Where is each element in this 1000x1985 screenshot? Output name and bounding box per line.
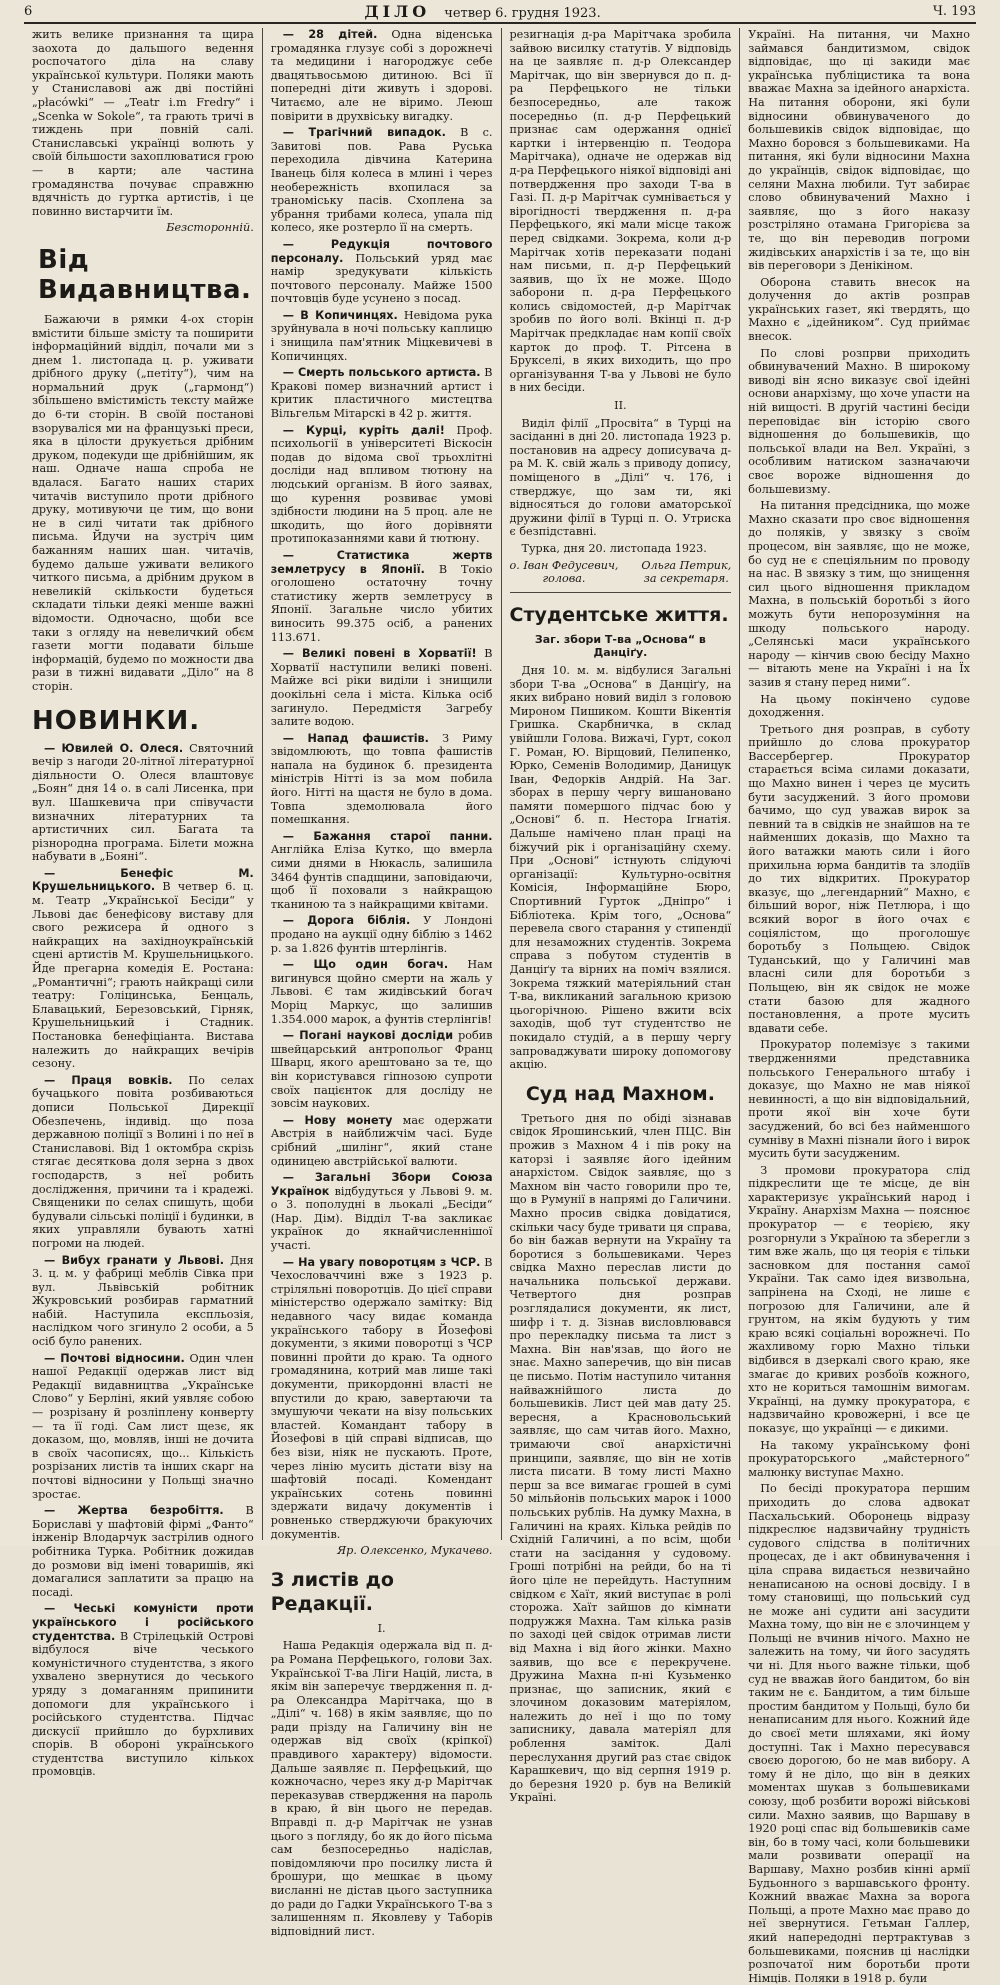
- header-center: [364, 2, 600, 21]
- publisher-notice-title: Від Видавництва.: [38, 244, 252, 305]
- news-item: [271, 1114, 493, 1168]
- news-item-body: Проф. психольогії в університеті Віскосін подав до відома свої трьохлітні досліди над впливом тютюну на людський організм. В його заявах, що курення розвиває умові здібности людини на 5 проц. але не шкодить, що його дорівняти протипоказаннями кави й тютюну.: [270, 423, 493, 546]
- news-item-body: В Токіо оголошено остаточну точну статистику жертв землетрусу в Японії. Загальне число убитих виносить 99.375 осіб, а ранених 113.671.: [270, 562, 493, 644]
- news-item-body: З Риму звідомлюють, що товпа фашистів напала на будинок б. президента міністрів Нітті із за мом побила його. Нітті на щастя не було в дома. Товпа здемолювала його помешкання.: [270, 731, 493, 827]
- news-item-body: Нам вигинувся щойно смерти на жаль у Львові. Є там жидівський богач Моріц Маркус, що залишив 1.354.000 марок, а фунтів стерлінгів!: [270, 958, 493, 1026]
- publisher-notice-text: Бажаючи в рямки 4-ох сторін вмістити більше змісту та поширити інформаційний відділ, почали ми з днем 1. листопада ц. р. уживати дрібного друку („петіту“), чим на нормальний друк („гармонд“) збільшено вмістимість тексту майже до 6-ти сторін. В своїй постанові взоруваліся ми на французькі преси, яка в цілости друкується дрібним друком, подекуди ще дрібнійшим, як наш. Одначе наша спроба не вдалася. Багато наших старих читачів виступило проти дрібного друку, мотивуючи це тим, що вони не в силі читати так дрібного письма. Йдучи на зустріч цим бажанням наших шан. читачів, будемо дальше уживати великого читкого письма, а дрібним друком в невеликій скількости будеться складати тільки деякі менше важні відомости. Одночасно, щоби все таки з огляду на невеличкий обєм газети могти подавати більше інформацій, будемо по можности два рази в тижні видавати „Діло“ на 8 сторін.: [32, 312, 254, 693]
- signatures: [510, 559, 732, 586]
- news-item-headline: — Погані наукові досліди: [282, 1029, 454, 1043]
- news-item-headline: — Бенефіс М. Крушельницького.: [32, 866, 254, 894]
- news-item-headline: — Великі повені в Хорватії!: [282, 647, 477, 661]
- news-item: [32, 742, 254, 864]
- trial-continuation-8: З промови прокуратора слід підкреслити ще те місце, де він характеризує український народ і Україну. Анархізм Махна — пояснює прокуратор — є теорією, яку розгорнули з Україною та зберегли з тим вже жаль, що ця теорія є тільки засновком для постання самої України. Так само ідея визвольна, запрінена на Сході, не лише є погрозою для Галичини, але й грунтом, на якім будують у тим краю всякі соціальні ворожнечі. По жахливому горю Махно тільки відбився в дзеркалі свого краю, яке змагає до кривих розбоїв кожного, хто не кориться тамошнім вимогам. Українці, на думку прокуратора, є надзвичайно кровожерні, і все це показує, що українці — є дикими.: [748, 1163, 970, 1435]
- makhno-trial-title: Суд над Махном.: [525, 1082, 715, 1105]
- news-item-headline: — Жертва безробіття.: [44, 1504, 224, 1518]
- news-item-body: Святочний вечір з нагоди 20-літної літературної діяльности О. Олеся влаштовує „Боян“ дня 14 о. в салі Лисенка, при вул. Шашкевича при співучасти визначних літературних та артистичних сил. Багата та різнородна програма. Білети можна набувати в „Бояні“.: [32, 741, 254, 864]
- trial-continuation-1: Україні. На питання, чи Махно займався бандитизмом, свідок відповідає, що ці закиди має українська публіцистика та вона вважає Махна за ідейного анархіста. На питання оборони, які були відносини обвинуваченого до большевиків свідок відповідає, що Махно боровся з большевиками. На питання, які були відносини Махна до українців, свідок відповідає, що селяни Махна любили. Тут забирає слово обвинувачений Махно і заявляє, що з його наказу розстріляно отамана Григорієва за те, що він переводив погроми жидівських анархістів і за те, що він вів переговори з Денікіном.: [748, 28, 970, 273]
- news-item: [32, 1602, 254, 1779]
- news-item: [271, 1029, 493, 1111]
- letters-text: Наша Редакція одержала від п. д-ра Романа Перфецького, голови Зах. Української Т-ва Ліги Націй, листа, в якім він заперечує твердження п. д-ра Олександра Марітчака, що в „Ділі“ ч. 168) в якім заявляє, що по ради прізду на Галичину він не одержав від своїх (кріпкої) правдивого характеру) відомости. Дальше заявляє п. Перфецький, що кожночасно, через яку д-р Марітчак переказував ствердження на пароль в краю, й він цього не передав. Вправді п. д-р Марітчак не узнав цього з погляду, бо як до його пісьма сам безпосередньо надіслав, повідомляючи про посилку листа й брошури, що мешкає в цьому висланні не дістав цього заступника до ради до Гадки Українського Т-ва з залишенням п. Яковлеву у Таборів відповідний лист.: [270, 1639, 493, 1938]
- news-item: [271, 958, 493, 1026]
- trial-continuation-4: На питання предсідника, що може Махно сказати про своє відношення до поляків, у звязку з своїм процесом, він заявляє, що не може, бо суд не є спеціяльним по проводу на нас. В звязку з тим, що знищення сил цього відношення прикладом Махна, в польській боротьбі з його можуть бути непорозуміння на шкоду польського народу. „Селянські маси українського народу — кінчив свою бесіду Махно — вітають мене на Україні і на Їх зазив я стану перед ними“.: [748, 499, 970, 689]
- news-item: [271, 914, 493, 955]
- issue-number: Ч. 193: [932, 3, 976, 19]
- signature-2-role: за секретаря.: [643, 572, 729, 586]
- news-item-body: робив швейцарський антропольог Франц Шварц, якого арештовано за те, що він користувався гіпнозою супроти своїх пацієнток для досліду не зовсім наукових.: [270, 1029, 493, 1111]
- signature-2: [641, 559, 731, 586]
- trial-continuation-10: По бесіді прокуратора першим приходить до слова адвокат Пасхальський. Оборонець відразу підкреслює надзвичайну трудність судового слідства в політичних процесах, де і акт обвинувачення і ціла справа видається незвичайно ненаписаною на основі досвіду. І в тому становищі, що польський суд не може ані судити ані засудити Махна тому, що він не є злочинцем у Польщі не вчинив нічого. Махно не залежить на тому, чи його засудять чи ні. Для нього важне тільки, щоб суд не вважав його бандитом, бо він таким не є. Бандитом, а тим більше простим бандитом у Польщі, було би ненаписаним для нього. Кожний йде до своєї мети шляхами, які йому доступні. Так і Махно пересувався своєю дорогою, бо не мав вибору. А тому й не діло, що він в деяких моментах шукав з большевиками союзу, щоб розбити ворожі військові сили. Махно заявив, що Варшаву в 1920 році спас від большевиків саме він, бо в тому часі, коли большевики мали розвивати операції на Варшаву, Махно розбив кінні армії Будьонного з варшавського фронту. Кожний вважає Махна за ворога Польщі, а проте Махно має право до неї звернутися. Гетьман Галлер, який напередодні пертрактував з большевиками, пояснив ці наслідки розпочатої ним боротьби проти Німців. Поляки в 1918 р. були: [748, 1482, 970, 1985]
- news-item: [32, 1254, 254, 1349]
- news-item-headline: — Бажання старої панни.: [282, 829, 493, 843]
- trial-continuation-7: Прокуратор полемізує з такими твердженнями представника польського Генерального штабу і доказує, що Махно не мав ніякої невинності, а що він відповідальний, проти якої він хоче бути засуджений, бо всі без найменшого сумніву в Махні пізнали його і вирок мусить бути засудженим.: [748, 1038, 970, 1161]
- news-item-headline: — 28 дітей.: [282, 28, 378, 41]
- student-life-text: Дня 10. м. м. відбулися Загальні збори Т-ва „Основа“ в Данціґу, на яких вибрано новий виділ з головою Мироном Пишиком. Кошти Вікентія Гришка. Скарбничка, в склад увійшли Голова. Вижачі, Гурт, сокол Г. Роман, Ю. Вірщовий, Пелипенко, Юрко, Семенів Володимир, Даницук Іван, Федорків Андрій. На Заг. зборах в першу чергу вишановано памяти помершого підчас бою у „Основі“ б. п. Нестора Ігнатія. Дальше намічено план праці на біжучий рік і організаційну схему. При „Основі“ істнують слідуючі організації: Культурно-освітня Комісія, Інформаційне Бюро, Спортивний Гурток „Дніпро“ і Бібліотека. Крім того, „Основа“ перевела свого старання у стипендії для незаможних студентів. Зокрема справа з побутом студентів в Данціґу та вірних на поміч взялися. Зокрема тяжкий матеріяльний стан Т-ва, викликаний загальною кризою цьогорічною. Рішено вжити всіх заходів, щоб тут студентство не покидало студій, а в першу чергу запроваджувати широку допомогову акцію.: [509, 663, 732, 1072]
- news-item-headline: — Загальні Збори Союза Українок: [270, 1171, 493, 1198]
- trial-continuation-6: Третього дня розправ, в суботу прийшло до слова прокуратор Вассербергер. Прокуратор старається всіма силами доказати, що Махно винен і через це мусить бути засуджений. З його промови бачимо, що суд уважав вирок за певний та в свідків не знайшов на те найменших доказів, що Махно та його ватажки мають сили і його прихильна юрма бандитів та злодіїв до тих відкритих. Прокуратор вказує, що „легендарний“ Махно, є більший ворог, ніж Петлюра, і що всякий ворог в його очах є соціялістом, що проголошує боротьбу з Польщею. Свідок Туданський, що у Галичині мав власні сили для боротьби з Польщею, він як свідок не може стати базою для жадного постановлення, а проте мусить вдавати себе.: [748, 722, 970, 1035]
- columns: [24, 28, 978, 1985]
- theatre-article-signature: Безсторонній.: [166, 221, 254, 235]
- news-item-body: Невідома рука зруйнувала в ночі польську каплицю і знищила пам'ятник Міцкевичеві в Копичинцях.: [270, 308, 493, 363]
- news-item: [271, 647, 493, 729]
- news-item-headline: — Дорога біблія.: [282, 914, 411, 928]
- news-item-body: В Бориславі у шафтовій фірмі „Фанто“ інженір Влодарчук застрілив одного робітника Турка. Робітник дожидав до розмови від імені товаришів, які домагалися заплатити за працю на посаді.: [32, 1504, 254, 1599]
- news-item-headline: — Статистика жертв землетрусу в Японії.: [270, 548, 493, 576]
- news-item: [271, 424, 493, 546]
- news-item-headline: — Смерть польського артиста.: [282, 366, 481, 380]
- makhno-trial-text: Третього дня по обіді зізнавав свідок Ярошинський, член ПЦС. Він прожив з Махном 4 і пів року на каторзі і заявляє його ідейним анархістом. Свідок заявляє, що з Махном він часто говорили про те, що в Румунії в напрямі до Галичини. Махно просив свідка довідатися, скільки часу буде тривати ця справа, бо він бажав вернути на Україну та боротися з большевиками. Через свідка Махно переслав листи до начальника польської держави. Четвертого дня розправ розглядалися документи, як лист, шифр і т. д. Зізнав висловлювався про перекладку письма та лист з Махна. Він нав'язав, що його не знає. Махно заперечив, що він писав це письмо. Потім наступило читання найважнійшого листа до большевиків. Лист цей мав дату 25. вересня, а Красновольський заявляє, що сам читав його. Махно, тримаючи свої анархістичні принципи, заявляє, що він не хотів листа писати. В тому листі Махно перш за все вимагає грошей в сумі 50 мільйонів польських марок і 1000 польських рублів. На думку Махна, в Галичині на краях. Кілька рейдів по Східній Галичині, а по всім, щоби стати на засідання у судовому. Гроші потрібні на рейди, бо на ті його ціле не перейдуть. Наступним свідком є Хаїт, який виступає в ролі сторожа. Хаїт зайшов до кімнати подружжя Махна. Там кілька разів по заході цей свідок отримав листи від Махна і від його жінки. Махно заявив, що все є перекручене. Дружина Махна п-ні Кузьменко признає, що записник, який є злочином доказовим матеріялом, належить до неї і що по тому записнику, давала матеріял для роблення заміток. Далі переслухання другий раз стає свідок Карашкевич, що від серпня 1919 р. до березня 1920 р. був на Великій Україні.: [509, 1111, 732, 1805]
- news-item: [32, 1352, 254, 1502]
- news-item: [271, 732, 493, 827]
- news-item-headline: — В Копичинцях.: [282, 308, 398, 322]
- news-item-body: Дня 3. ц. м. у фабриці меблів Сівка при вул. Львівській робітник Жукровський розбирав гарматний набій. Наступила експльозія, наслідком чого згинуло 2 особи, а 5 осіб було ранених.: [32, 1253, 254, 1349]
- news-item: [271, 366, 493, 420]
- news-item-headline: — Нову монету: [282, 1113, 393, 1127]
- news-item-body: В четвер 6. ц. м. Театр „Української Бесіди“ у Львові дає бенефісову виставу для свого режисера й одного з найкращих на західноукраїнській сцені артистів М. Крушельницького. Йде прегарна комедія Е. Ростана: „Романтичні“; грають найкращі сили театру: Голіцинська, Бенцаль, Блавацький, Березовський, Гірняк, Крушельницький і Стадник. Постановка бенефіціанта. Вистава належить до найкращих вечірів сезону.: [32, 880, 254, 1071]
- news-item-headline: — Що один богач.: [282, 958, 449, 972]
- news-item-headline: — Трагічний випадок.: [282, 126, 446, 140]
- news-item-headline: — Напад фашистів.: [282, 731, 429, 745]
- student-life-title: Студентське життя.: [509, 603, 729, 626]
- news-item: [271, 830, 493, 912]
- trial-continuation-9: На такому українському фоні прокураторського „майстерного“ малюнку виступає Махно.: [748, 1438, 970, 1479]
- news-item: [271, 309, 493, 363]
- masthead: ДІЛО: [364, 1, 431, 21]
- news-item-headline: — Вибух гранати у Львові.: [44, 1253, 225, 1267]
- signature-1-name: о. Іван Федусевич,: [509, 558, 619, 572]
- news-item-body: відбудуться у Львові 9. м. о 3. пополудні в льокалі „Бесіди“ (Нар. Дім). Відділ Т-ва закликає українок до якнайчисленнішої участі.: [270, 1184, 493, 1253]
- signature-2-name: Ольга Петрик,: [641, 558, 732, 572]
- news-item: [32, 1504, 254, 1599]
- news-item-body: Одна віденська громадянка глузує собі з дорожнечі та медицини і нагороджує себе двацятьвосьмою дитиною. Всі її попередні діти живуть і здорові. Читаємо, але не віримо. Леюш повірити в друхвіську вигадку.: [270, 28, 493, 123]
- news-list-2: [271, 28, 493, 1558]
- letters-continuation: резигнація д-ра Марітчака зробила зайвою висилку статутів. У відповідь на це заявляє п. д-р Олександер Марітчак, що він звернувся до п. д-ра Перфецького не тільки безпосередньо, але також посередньо (п. д-р Перфецький признає сам одержання однієї картки і інтервенцію п. Теодора Марітчака), одначе не одержав від д-ра Перфецького ніякої відповіді ані потвердження про заходи Т-ва в Газі. П. д-р Марітчак сумнівається у вірогідності твердження п. д-ра Перфецького, які мали місце також перед свідками. Зокрема, коли д-р Марітчак хотів переказати подані нам письми, п. д-р Перфецький заявив, що їх не може. Щодо заборони п. д-ра Перфецького колись свідомостей, д-р Марітчак зробив по його волі. Вкінці п. д-р Марітчак предкладає нам копії своїх карток до проф. Т. Рітсена в Брукселі, в яких виходить, що про організування Т-ва у Львові не було в них бесіди.: [509, 28, 732, 395]
- news-item-headline: — Ювилей О. Олеся.: [44, 741, 184, 755]
- news-item-body: В Кракові помер визначний артист і критик пластичного мистецтва Вільгельм Мітарскі в 42 р. життя.: [270, 366, 493, 421]
- news-item-body: У Лондоні продано на аукції одну біблію з 1462 р. за 1.826 фунтів штерлінгів.: [270, 914, 493, 955]
- column-2: [263, 28, 502, 1938]
- trial-continuation-3: По слові розпрви приходить обвинувачений Махно. В широкому виводі він ясно виказує свої ідейні основи анархізму, що хоче упасти на ній вищості. В другій частині бесіди переповідає він історію свого відношення до большевиків, що польської влади на Вел. Україні, з особливим натиском зазначаючи своє вороже відношення до большевизму.: [748, 346, 970, 496]
- signature-1: [510, 559, 619, 586]
- signature-1-role: голова.: [542, 572, 586, 586]
- news-item-body: має одержати Австрія в найближчім часі. Буде срібний „шилінг“, який стане одиницею австрійської валюти.: [270, 1113, 493, 1168]
- student-life-subtitle: Заг. збори Т-ва „Основа“ в Данціґу.: [534, 632, 706, 660]
- news-item: [271, 126, 493, 235]
- news-item-headline: — Почтові відносини.: [44, 1351, 185, 1365]
- article-signature: Яр. Олексенко, Мукачево.: [337, 1544, 493, 1558]
- column-1: [24, 28, 263, 1779]
- news-item: [32, 1074, 254, 1251]
- trial-continuation-5: На цьому покінчено судове доходження.: [748, 692, 970, 720]
- page-header: [24, 0, 976, 24]
- news-item: [271, 238, 493, 306]
- news-item: [271, 549, 493, 644]
- news-item-body: Один член нашої Редакції одержав лист від Редакції видавництва „Українське Слово“ у Берліні, який уявляє собою — розрізану й розліплену конверту — та її годі. Сам лист щезє, як доказом, що, мовляв, інші не дочита в своїх часописях, що... Кількість розрізаних листів та інших скарг на почтові відносини у Польщі значно зростає.: [32, 1351, 254, 1501]
- news-item-body: Польський уряд має намір зредукувати кількість почтового персоналу. Майже 1500 почтовців буде усунено з посад.: [270, 251, 493, 306]
- news-item-headline: — Праця вовків.: [44, 1073, 173, 1087]
- news-list: [32, 742, 254, 1780]
- prosvita-statement: Виділ філії „Просвіта“ в Турці на засіданні в дні 20. листопада 1923 р. постановив на адресу дописувача д-ра М. К. свій жаль з приводу допису, поміщеного в „Ділі“ ч. 176, і стверджує, що зам ти, які відносяться до голови аматорської дружини філії в Турці п. О. Утриска є безпідставні.: [509, 416, 732, 539]
- news-item-body: В с. Завитові пов. Рава Руська переходила дівчина Катерина Іванець біля колеса в млині і через необережність вхопилася за траноміську пасів. Схоплена за убрання трибами колеса, упала під колесо, яке розтерло її на смерть.: [270, 126, 493, 235]
- news-item: [32, 867, 254, 1071]
- issue-date: четвер 6. грудня 1923.: [444, 5, 601, 21]
- news-item: [271, 28, 493, 123]
- theatre-article-end: жить велике признання та щира заохота до дальшого ведення роспочатого діла на славу української культури. Поляки мають у Станиславові аж дві постійні „płacówki“ — „Teatr i.m Fredry“ і „Scenka w Sokole“, та грають тричі в тиждень при повній салі. Станиславські українці волють у своїй більшости захоплюватися грою — в карти; але частина громадянства почуває справжню вдячність до гуртка артистів, і це повинно виcтарчити їм.: [32, 28, 254, 218]
- news-section-title: НОВИНКИ.: [32, 705, 201, 736]
- news-item-body: В Хорватії наступили великі повені. Майже всі ріки виділи і знищили доокільні села і міста. Кілька осіб загинуло. Передмістя Загребу залите водою.: [270, 647, 493, 729]
- news-item-body: Англійка Еліза Кутко, що вмерла сими днями в Нюкасль, залишила 3464 фунтів спадщини, заповідаючи, щоб її поховали з найкращою тканиною та з найкращими квітами.: [270, 843, 493, 911]
- letters-number: І.: [377, 1621, 386, 1635]
- news-item: [271, 1256, 493, 1541]
- column-4: [740, 28, 978, 1985]
- news-item-body: В Чехословаччині вже з 1923 р. стріляльні поворотців. До цієї справи міністерство одержало замітку: Від недавного часу видає команда українського табору в Йозефові документи, з якими поворотці з ЧСР повинні пройти до краю. Та одного громадянина, котрий мав лише такі документи, прикордонні власті не впустили до краю, завертаючи та змушуючи чекати на візу польських властей. Командант табору в Йозефові в цій справі відписав, що без візи, ніяк не пускають. Проте, через лінію мусить дістати візу на шафтовій посаді. Комендант українських сотень повинні здержати видачу документів і ровненько стверджуючи бракуючих документів.: [270, 1255, 493, 1541]
- letters-section-title: З листів до Редакції.: [270, 1568, 394, 1615]
- news-item-headline: — Чеські комуністи проти українського і російського студентства.: [32, 1602, 254, 1643]
- page-number: 6: [24, 3, 33, 19]
- news-item-headline: — Курці, куріть далі!: [282, 423, 445, 437]
- news-item-body: В Стрілецькій Острові відбулося віче чеського комуністичного студентства, з якого ухвалено звернутися до чеського уряду з домаганням припинити допомоги для українського і російського студентства. Підчас дискусії прийшло до бурхливих спорів. В обороні українського студентства виступило кількох промовців.: [32, 1629, 254, 1779]
- column-3: [502, 28, 741, 1805]
- letters-number-2: ІІ.: [614, 399, 627, 413]
- place-date: Турка, дня 20. листопада 1923.: [521, 541, 707, 555]
- news-item-headline: — Редукція почтового персоналу.: [270, 237, 493, 265]
- divider: [510, 592, 732, 593]
- news-item-body: По селах бучацького повіта розбиваються дописи Польської Дирекції Обезпечень, індивід. що поза державною поліції з Волині і по неї в Станиславові. Від 1 октомбра скрізь стягає десяткова доля зерна з двох господарств, з неї робить дослідження, причини та і крадежі. Священики по селах спишуть, щоби будували сільські поліції і будинки, в яких управляли бувають хатні погроми на людей.: [32, 1073, 254, 1250]
- news-item-headline: — На увагу поворотцям з ЧСР.: [282, 1255, 481, 1269]
- news-item: [271, 1171, 493, 1253]
- trial-continuation-2: Оборона ставить внесок на долучення до актів розправ українських газет, які твердять, що Махно є „ідейником“. Суд приймає внесок.: [748, 275, 970, 344]
